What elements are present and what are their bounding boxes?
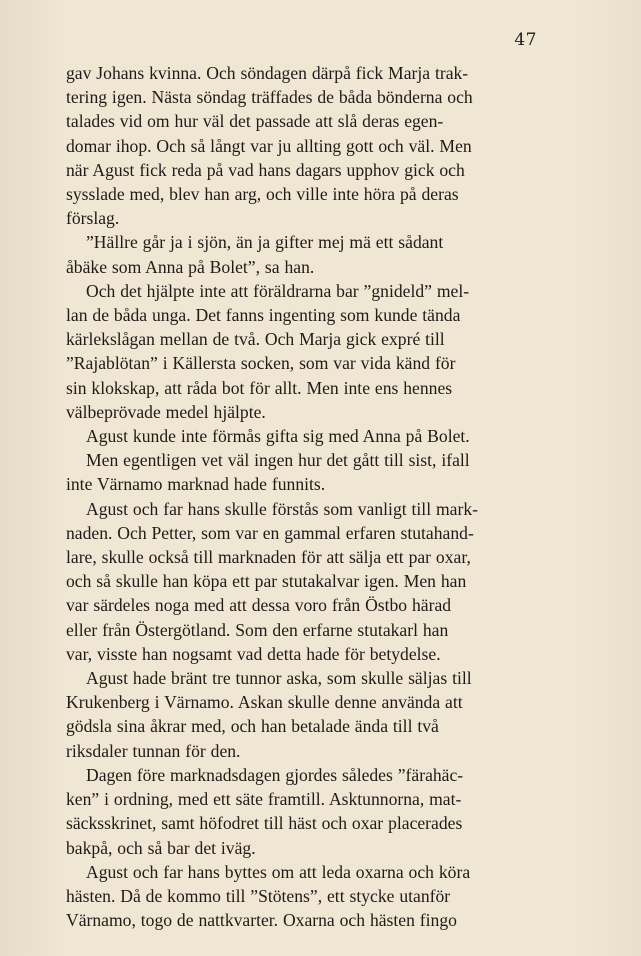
text-line: Agust och far hans byttes om att leda oxarna och köra	[86, 861, 471, 882]
text-line: sysslade med, blev han arg, och ville inte höra på deras	[66, 184, 459, 205]
text-line: Men egentligen vet väl ingen hur det gått till sist, ifall	[86, 450, 470, 471]
text-line: kärlekslågan mellan de två. Och Marja gick expré till	[66, 329, 445, 350]
body-text	[66, 61, 536, 932]
text-line: välbeprövade medel hjälpte.	[66, 401, 266, 422]
text-line: Värnamo, togo de nattkvarter. Oxarna och hästen fingo	[66, 910, 457, 931]
text-line: säcksskrinet, samt höfodret till häst och oxar placerades	[66, 813, 463, 834]
text-line: Krukenberg i Värnamo. Askan skulle denne använda att	[66, 692, 463, 713]
text-line: lare, skulle också till marknaden för att sälja ett par oxar,	[66, 547, 471, 568]
text-line: sin klokskap, att råda bot för allt. Men inte ens hennes	[66, 377, 453, 398]
text-line: riksdaler tunnan för den.	[66, 740, 241, 761]
text-line: domar ihop. Och så långt var ju allting gott och väl. Men	[66, 135, 472, 156]
text-line: och så skulle han köpa ett par stutakalvar igen. Men han	[66, 571, 467, 592]
text-line: naden. Och Petter, som var en gammal erfaren stutahand-	[66, 522, 474, 543]
text-line: talades vid om hur väl det passade att slå deras egen-	[66, 111, 444, 132]
text-line: Agust hade bränt tre tunnor aska, som skulle säljas till	[86, 668, 472, 689]
text-line: Agust kunde inte förmås gifta sig med Anna på Bolet.	[86, 426, 470, 447]
text-line: var särdeles noga med att dessa voro från Östbo härad	[66, 595, 452, 616]
text-line: Agust och far hans skulle förstås som vanligt till mark-	[86, 498, 478, 519]
text-line: åbäke som Anna på Bolet”, sa han.	[66, 256, 315, 277]
text-line: Och det hjälpte inte att föräldrarna bar ”gnideld” mel-	[86, 280, 470, 301]
page-number: 47	[514, 30, 537, 50]
text-line: när Agust fick reda på vad hans dagars upphov gick och	[66, 159, 465, 180]
text-line: inte Värnamo marknad hade funnits.	[66, 474, 326, 495]
text-line: ”Hällre går ja i sjön, än ja gifter mej mä ett sådant	[86, 232, 444, 253]
text-line: ken” i ordning, med ett säte framtill. Asktunnorna, mat-	[66, 789, 462, 810]
text-line: gav Johans kvinna. Och söndagen därpå fick Marja trak-	[66, 63, 469, 83]
text-line: Dagen före marknadsdagen gjordes således ”färahäc-	[86, 764, 464, 785]
text-line: bakpå, och så bar det iväg.	[66, 837, 256, 858]
text-line: hästen. Då de kommo till ”Stötens”, ett stycke utanför	[66, 885, 451, 906]
text-line: lan de båda unga. Det fanns ingenting som kunde tända	[66, 305, 461, 326]
text-line: förslag.	[66, 208, 120, 229]
text-line: var, visste han nogsamt vad detta hade för betydelse.	[66, 643, 441, 664]
text-line: eller från Östergötland. Som den erfarne stutakarl han	[66, 619, 449, 640]
text-line: gödsla sina åkrar med, och han betalade ända till två	[66, 716, 439, 737]
text-line: ”Rajablötan” i Källersta socken, som var vida känd för	[66, 353, 456, 374]
text-line: tering igen. Nästa söndag träffades de båda bönderna och	[66, 87, 473, 108]
